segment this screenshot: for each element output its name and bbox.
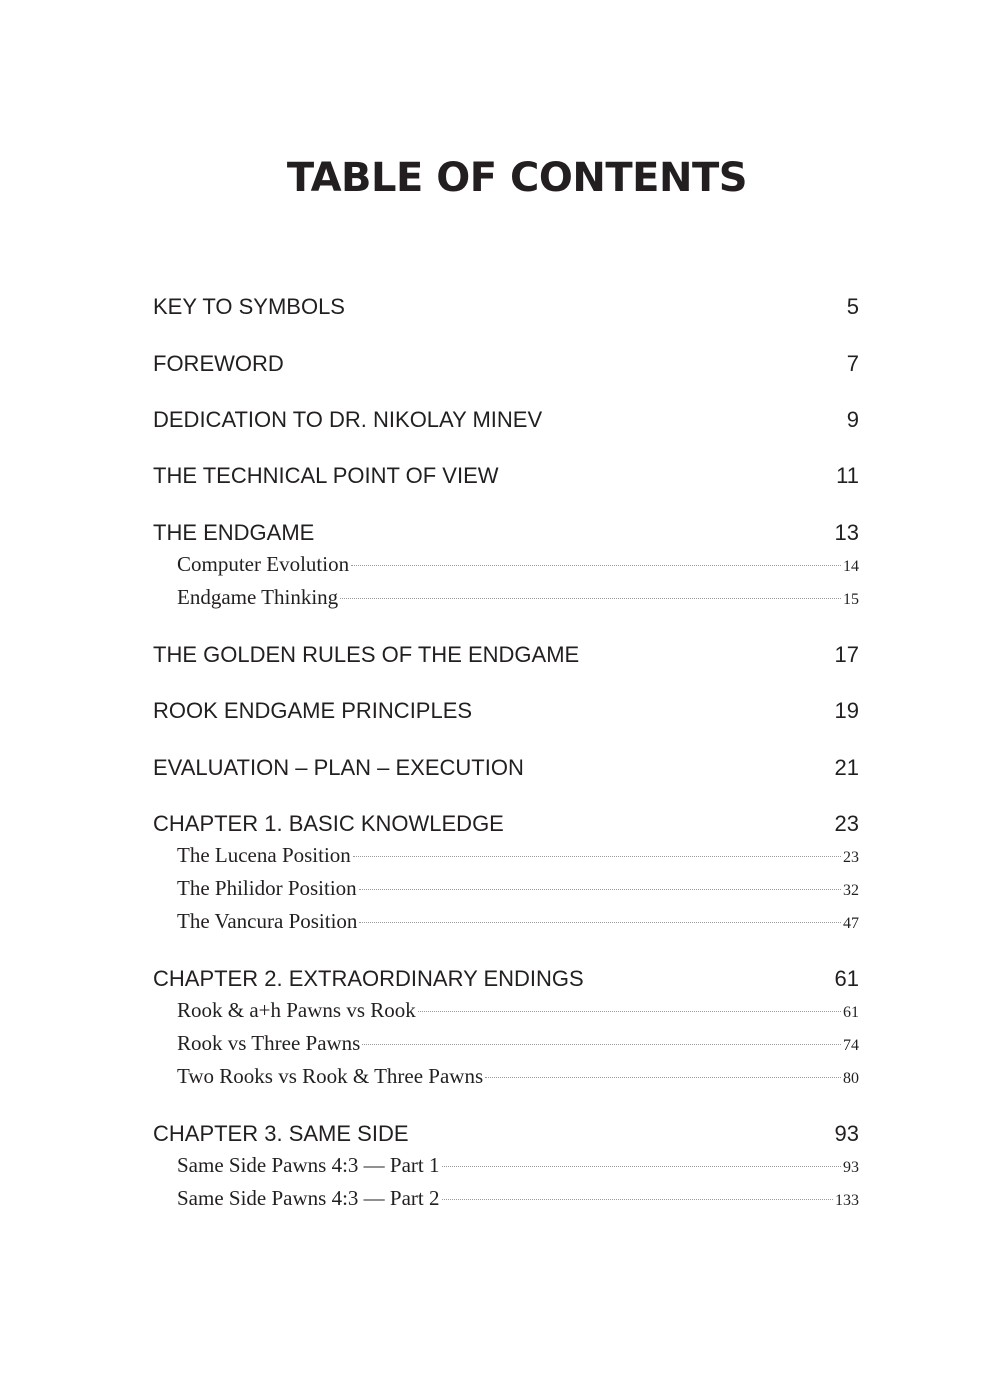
toc-sub-page: 133 bbox=[835, 1192, 859, 1209]
toc-entry bbox=[153, 696, 859, 726]
toc-main-row[interactable] bbox=[153, 753, 859, 783]
toc-sub-page: 47 bbox=[843, 915, 859, 932]
toc-entry-page: 19 bbox=[834, 698, 859, 723]
toc-entry-page: 9 bbox=[846, 407, 859, 432]
toc-entry-page: 21 bbox=[834, 755, 859, 780]
toc-entry-page: 7 bbox=[846, 351, 859, 376]
toc-sub-page: 74 bbox=[843, 1037, 859, 1054]
toc-entry-label: THE TECHNICAL POINT OF VIEW bbox=[153, 463, 499, 488]
toc-entry-label: THE ENDGAME bbox=[153, 520, 315, 545]
toc-main-row[interactable] bbox=[153, 640, 859, 670]
toc-entry-label: CHAPTER 2. EXTRAORDINARY ENDINGS bbox=[153, 966, 584, 991]
toc-sub-row[interactable] bbox=[153, 994, 859, 1027]
toc-entry bbox=[153, 964, 859, 1093]
toc-entry-label: CHAPTER 1. BASIC KNOWLEDGE bbox=[153, 811, 504, 836]
toc-main-row[interactable] bbox=[153, 964, 859, 994]
toc-entry-page: 17 bbox=[834, 642, 859, 667]
toc-entry-page: 23 bbox=[834, 811, 859, 836]
toc-entry bbox=[153, 640, 859, 670]
toc-main-row[interactable] bbox=[153, 405, 859, 435]
toc-entry-page: 93 bbox=[834, 1121, 859, 1146]
dot-leader bbox=[362, 1044, 841, 1045]
toc-sub-row[interactable] bbox=[153, 1060, 859, 1093]
toc-entry bbox=[153, 349, 859, 379]
toc-entry-label: FOREWORD bbox=[153, 351, 284, 376]
toc-main-row[interactable] bbox=[153, 518, 859, 548]
toc-entry-page: 13 bbox=[834, 520, 859, 545]
toc-entry bbox=[153, 809, 859, 938]
toc-entry bbox=[153, 292, 859, 322]
toc-entry-label: CHAPTER 3. SAME SIDE bbox=[153, 1121, 409, 1146]
toc-sub-label: Endgame Thinking bbox=[177, 585, 339, 609]
toc-sub-page: 32 bbox=[843, 882, 859, 899]
toc-sub-row[interactable] bbox=[153, 1027, 859, 1060]
toc-entry-page: 5 bbox=[846, 294, 859, 319]
toc-main-row[interactable] bbox=[153, 461, 859, 491]
toc-sub-row[interactable] bbox=[153, 839, 859, 872]
toc-sub-page: 15 bbox=[843, 591, 859, 608]
toc-main-row[interactable] bbox=[153, 292, 859, 322]
toc-sub-row[interactable] bbox=[153, 548, 859, 581]
toc-sub-page: 61 bbox=[843, 1004, 859, 1021]
toc-main-row[interactable] bbox=[153, 1119, 859, 1149]
dot-leader bbox=[418, 1011, 841, 1012]
toc-entry-label: EVALUATION – PLAN – EXECUTION bbox=[153, 755, 524, 780]
toc-main-row[interactable] bbox=[153, 696, 859, 726]
dot-leader bbox=[359, 889, 841, 890]
toc-entry-label: THE GOLDEN RULES OF THE ENDGAME bbox=[153, 642, 580, 667]
toc-sub-label: Rook & a+h Pawns vs Rook bbox=[177, 998, 416, 1022]
toc-entry bbox=[153, 1119, 859, 1215]
dot-leader bbox=[351, 565, 841, 566]
toc-entry-label: KEY TO SYMBOLS bbox=[153, 294, 345, 319]
toc-sub-page: 14 bbox=[843, 558, 859, 575]
toc-sub-page: 23 bbox=[843, 849, 859, 866]
toc-sub-row[interactable] bbox=[153, 581, 859, 614]
dot-leader bbox=[442, 1166, 842, 1167]
dot-leader bbox=[359, 922, 841, 923]
dot-leader bbox=[353, 856, 841, 857]
dot-leader bbox=[340, 598, 841, 599]
toc-sub-label: Computer Evolution bbox=[177, 552, 350, 576]
page-title: TABLE OF CONTENTS bbox=[286, 155, 748, 201]
toc-entry bbox=[153, 461, 859, 491]
toc-entry bbox=[153, 518, 859, 614]
toc-entry-page: 61 bbox=[834, 966, 859, 991]
toc-sub-page: 93 bbox=[843, 1159, 859, 1176]
toc-entry-label: DEDICATION TO DR. NIKOLAY MINEV bbox=[153, 407, 543, 432]
toc-entry-label: ROOK ENDGAME PRINCIPLES bbox=[153, 698, 473, 723]
toc-sub-row[interactable] bbox=[153, 905, 859, 938]
toc-sub-label: The Vancura Position bbox=[177, 909, 358, 933]
toc-entry-page: 11 bbox=[836, 463, 859, 488]
dot-leader bbox=[485, 1077, 841, 1078]
toc-sub-row[interactable] bbox=[153, 1149, 859, 1182]
toc-sub-label: Two Rooks vs Rook & Three Pawns bbox=[177, 1064, 484, 1088]
toc-main-row[interactable] bbox=[153, 809, 859, 839]
toc-sub-label: Same Side Pawns 4:3 — Part 1 bbox=[177, 1153, 440, 1177]
toc-main-row[interactable] bbox=[153, 349, 859, 379]
toc-sub-page: 80 bbox=[843, 1070, 859, 1087]
dot-leader bbox=[442, 1199, 834, 1200]
toc-list bbox=[153, 0, 859, 1383]
toc-sub-label: The Philidor Position bbox=[177, 876, 357, 900]
toc-entry bbox=[153, 405, 859, 435]
toc-sub-row[interactable] bbox=[153, 872, 859, 905]
toc-sub-label: The Lucena Position bbox=[177, 843, 351, 867]
toc-entry bbox=[153, 753, 859, 783]
toc-sub-label: Same Side Pawns 4:3 — Part 2 bbox=[177, 1186, 440, 1210]
toc-sub-label: Rook vs Three Pawns bbox=[177, 1031, 361, 1055]
toc-sub-row[interactable] bbox=[153, 1182, 859, 1215]
